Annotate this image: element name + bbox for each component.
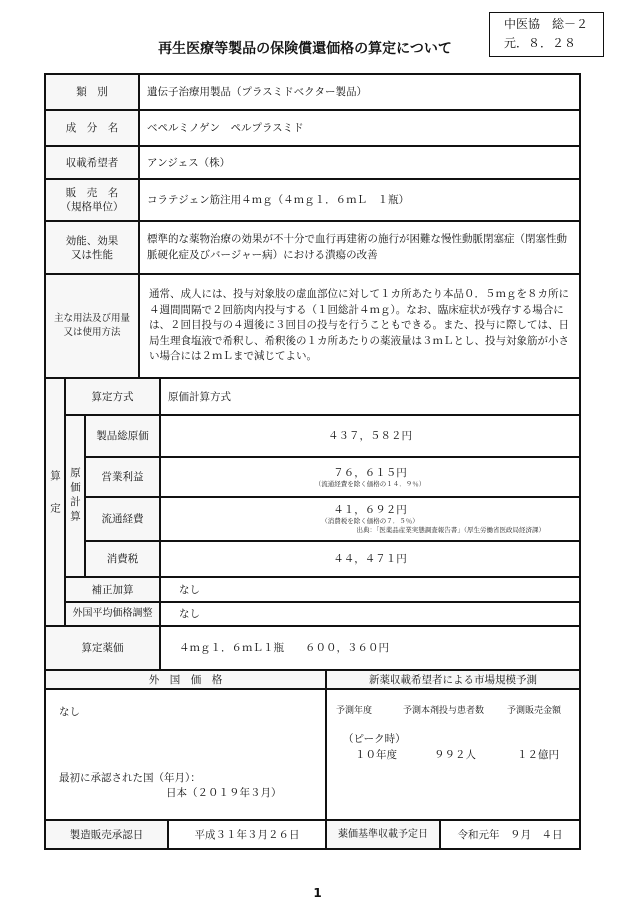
first-approval-value: 日本（２０１９年３月） — [166, 787, 282, 799]
market-peak-label: （ピーク時） — [343, 733, 406, 745]
market-col-patients: 予測本剤投与患者数 — [403, 706, 485, 716]
source-note: 出典：「医薬品産業実態調査報告書」（厚生労働省医政局経済課） — [356, 526, 545, 534]
market-year: １０年度 — [355, 749, 397, 761]
cost-item-amount-0: ４３７，５８２円 — [328, 430, 412, 442]
product-label-line1: 販 売 名 — [65, 187, 119, 199]
cost-item-value-0 — [160, 415, 580, 457]
cost-calc-text: 原価計算 — [69, 467, 81, 525]
cost-item-note-2: （消費税を除く価格の７．５％） — [321, 517, 419, 525]
category-label: 類 別 — [45, 74, 139, 110]
price-label: 算定薬価 — [45, 626, 160, 670]
dosage-label — [45, 274, 139, 378]
ingredient-label: 成 分 名 — [45, 110, 139, 146]
indication-value: 標準的な薬物治療の効果が不十分で血行再建術の施行が困難な慢性動脈閉塞症（閉塞性動脈硬化症及びバージャー病）における潰瘍の改善 — [139, 221, 580, 274]
document-id-box — [489, 12, 604, 57]
indication-label — [45, 221, 139, 274]
indication-label-line1: 効能、効果 — [65, 234, 119, 247]
cost-item-value-2 — [160, 497, 580, 541]
market-sales: １２億円 — [517, 749, 559, 761]
correction-value: なし — [160, 577, 580, 602]
foreign-price-body — [45, 689, 326, 820]
page-title: 再生医療等製品の保険償還価格の算定について — [158, 41, 452, 57]
foreign-adjust-label: 外国平均価格調整 — [65, 602, 160, 626]
listing-date-value: 令和元年 ９月 ４日 — [440, 820, 580, 849]
cost-item-amount-2: ４１，６９２円 — [333, 504, 407, 516]
cost-item-label-1: 営業利益 — [85, 457, 160, 497]
calc-section-label — [45, 378, 65, 626]
price-value: ４ｍｇ１．６ｍＬ１瓶 ６００，３６０円 — [160, 626, 580, 670]
market-forecast-body — [326, 689, 580, 820]
foreign-price-value: なし — [59, 706, 80, 718]
applicant-value: アンジェス（株） — [139, 146, 580, 179]
cost-item-label-2: 流通経費 — [85, 497, 160, 541]
calc-section-text: 算定 — [49, 469, 61, 535]
cost-item-label-0: 製品総原価 — [85, 415, 160, 457]
cost-item-amount-3: ４４，４７１円 — [333, 553, 407, 565]
method-value: 原価計算方式 — [160, 378, 580, 415]
indication-label-line2: 又は性能 — [71, 248, 113, 261]
cost-item-label-3: 消費税 — [85, 541, 160, 577]
market-col-year: 予測年度 — [336, 706, 373, 716]
product-value: コラテジェン筋注用４ｍｇ（４ｍｇ１．６ｍＬ １瓶） — [139, 179, 580, 221]
cost-item-note-1: （流通経費を除く価格の１４．９％） — [314, 479, 426, 488]
first-approval-label: 最初に承認された国（年月）： — [59, 772, 201, 784]
approval-date-label: 製造販売承認日 — [45, 820, 168, 849]
product-label-line2: （規格単位） — [60, 201, 124, 213]
document-id-line1: 中医協 総－２ — [504, 17, 589, 31]
cost-item-amount-1: ７６，６１５円 — [333, 466, 407, 479]
ingredient-value: ベペルミノゲン ペルプラスミド — [139, 110, 580, 146]
approval-date-value: 平成３１年３月２６日 — [168, 820, 326, 849]
foreign-adjust-value: なし — [160, 602, 580, 626]
market-forecast-header: 新薬収載希望者による市場規模予測 — [326, 670, 580, 689]
correction-label: 補正加算 — [65, 577, 160, 602]
category-value: 遺伝子治療用製品（プラスミドベクター製品） — [139, 74, 580, 110]
cost-item-value-1 — [160, 457, 580, 497]
product-label — [45, 179, 139, 221]
market-patients: ９９２人 — [434, 749, 476, 761]
cost-calc-label — [65, 415, 85, 577]
document-id-line2: 元．８．２８ — [504, 36, 577, 50]
dosage-label-line1: 主な用法及び用量 — [53, 313, 130, 324]
applicant-label: 収載希望者 — [45, 146, 139, 179]
method-label: 算定方式 — [65, 378, 160, 415]
cost-item-value-3 — [160, 541, 580, 577]
page-number: 1 — [313, 886, 322, 900]
dosage-label-line2: 又は使用方法 — [63, 327, 121, 338]
market-col-sales: 予測販売金額 — [507, 706, 562, 716]
dosage-value: 通常、成人には、投与対象肢の虚血部位に対して１カ所あたり本品０．５ｍｇを８カ所に４週間間隔で２回筋肉内投与する（１回総計４ｍｇ）。なお、臨床症状が残存する場合には、２回目投与の４週後に３回目の投与を行うこともできる。また、投与に際しては、日局生理食塩液で希釈し、希釈後の１カ所あたりの薬液量は３ｍＬとし、投与対象筋が小さい場合には２ｍＬまで減じてよい。 — [139, 274, 580, 378]
listing-date-label: 薬価基準収載予定日 — [326, 820, 440, 849]
foreign-price-header: 外 国 価 格 — [45, 670, 326, 689]
